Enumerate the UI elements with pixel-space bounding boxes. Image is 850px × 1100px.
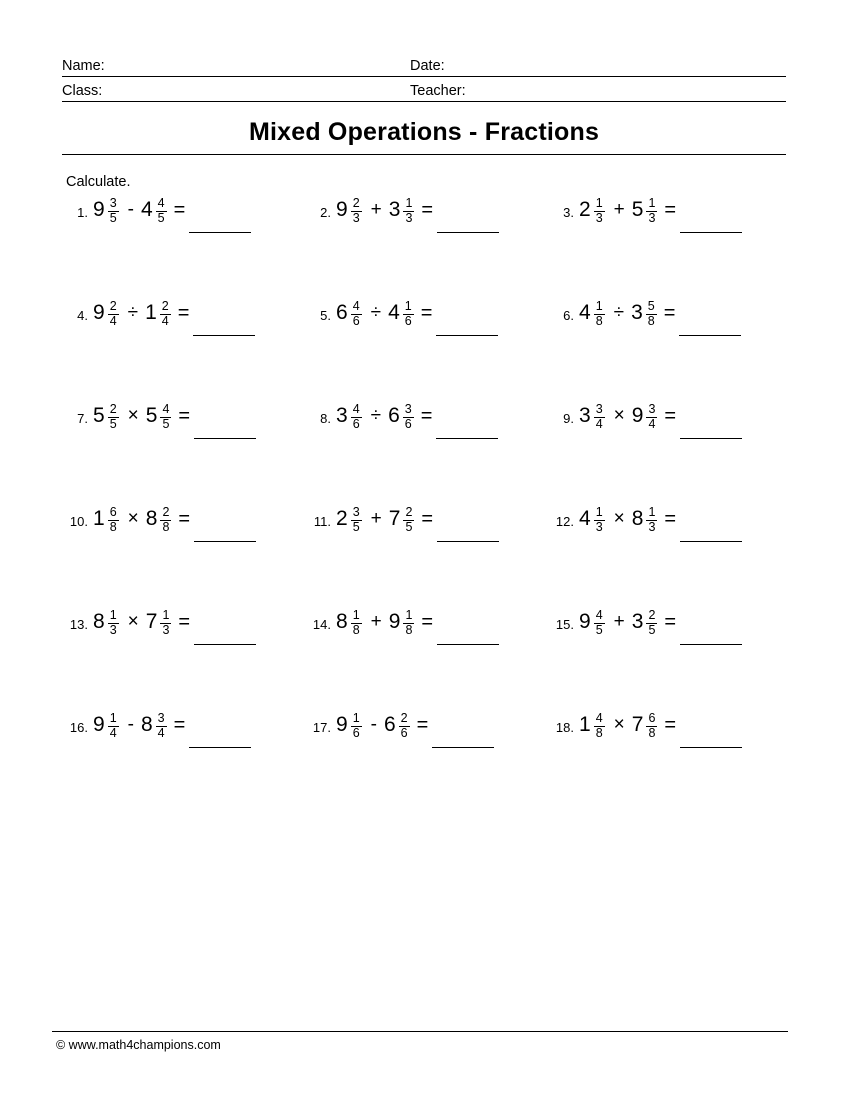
denominator: 6 [352, 416, 360, 431]
problem-number: 3. [563, 205, 574, 220]
whole-number: 4 [579, 507, 591, 530]
problem-expression [336, 505, 499, 533]
numerator: 1 [648, 196, 656, 210]
whole-number: 9 [93, 198, 105, 221]
whole-number: 9 [579, 610, 591, 633]
whole-number: 1 [145, 301, 157, 324]
equals-sign: = [421, 610, 434, 633]
whole-number: 5 [145, 404, 158, 427]
problem-number: 16. [69, 720, 88, 735]
fraction [108, 403, 119, 431]
problem-item [62, 299, 305, 402]
whole-number: 9 [388, 610, 401, 633]
problem-number: 7. [77, 411, 88, 426]
equals-sign: = [664, 713, 677, 736]
whole-number: 9 [336, 713, 348, 736]
denominator: 8 [647, 313, 655, 328]
whole-number: 7 [388, 507, 401, 530]
numerator: 2 [400, 711, 408, 725]
problem-number: 6. [563, 308, 574, 323]
problem-number: 14. [312, 617, 331, 632]
problem-row [62, 299, 792, 402]
problem-item [305, 608, 548, 711]
problem-expression [579, 196, 742, 224]
problem-item [62, 196, 305, 299]
fraction [646, 300, 657, 328]
problem-item [548, 608, 791, 711]
operator: + [370, 199, 382, 220]
student-info-block [62, 52, 786, 102]
answer-blank[interactable] [680, 721, 742, 748]
title-section [62, 102, 786, 155]
whole-number: 1 [93, 507, 105, 530]
problem-expression [93, 711, 251, 739]
numerator: 3 [648, 402, 656, 416]
fraction [646, 609, 657, 637]
denominator: 4 [109, 313, 117, 328]
whole-number: 8 [145, 507, 158, 530]
denominator: 8 [109, 519, 117, 534]
problem-number: 12. [555, 514, 574, 529]
problem-expression [93, 299, 255, 327]
operator: × [613, 405, 625, 426]
numerator: 1 [404, 299, 412, 313]
whole-number: 3 [579, 404, 591, 427]
numerator: 2 [405, 505, 413, 519]
answer-blank[interactable] [194, 618, 256, 645]
numerator: 1 [352, 711, 360, 725]
problem-expression [336, 196, 499, 224]
fraction [403, 197, 414, 225]
fraction [646, 197, 657, 225]
operator: - [127, 199, 134, 220]
equals-sign: = [663, 301, 676, 324]
denominator: 4 [595, 416, 603, 431]
fraction [351, 609, 362, 637]
problem-number: 8. [320, 411, 331, 426]
whole-number: 6 [336, 301, 348, 324]
numerator: 6 [648, 711, 656, 725]
whole-number: 6 [383, 713, 396, 736]
fraction [594, 506, 605, 534]
whole-number: 8 [93, 610, 105, 633]
operator: + [370, 508, 382, 529]
class-teacher-row [62, 77, 786, 102]
problem-expression [93, 608, 256, 636]
equals-sign: = [420, 301, 433, 324]
equals-sign: = [173, 198, 186, 221]
denominator: 5 [595, 622, 603, 637]
operator: + [613, 199, 625, 220]
whole-number: 2 [336, 507, 348, 530]
denominator: 3 [595, 210, 603, 225]
page-title: Mixed Operations - Fractions [248, 118, 600, 146]
numerator: 4 [352, 402, 360, 416]
denominator: 4 [157, 725, 165, 740]
numerator: 2 [648, 608, 656, 622]
fraction [351, 506, 362, 534]
problem-item [62, 711, 305, 814]
numerator: 1 [109, 608, 117, 622]
denominator: 6 [404, 416, 412, 431]
numerator: 1 [352, 608, 360, 622]
answer-blank[interactable] [437, 206, 499, 233]
answer-blank[interactable] [193, 309, 255, 336]
problems-grid [62, 196, 792, 814]
problem-expression [579, 402, 742, 430]
equals-sign: = [664, 198, 677, 221]
teacher-label: Teacher: [410, 83, 466, 99]
denominator: 3 [648, 519, 656, 534]
fraction [108, 506, 119, 534]
operator: × [127, 508, 139, 529]
problem-item [62, 608, 305, 711]
denominator: 5 [109, 210, 117, 225]
problem-item [305, 711, 548, 814]
numerator: 1 [648, 505, 656, 519]
numerator: 4 [162, 402, 170, 416]
answer-blank[interactable] [680, 515, 742, 542]
whole-number: 3 [631, 301, 643, 324]
operator: + [613, 611, 625, 632]
denominator: 3 [595, 519, 603, 534]
answer-blank[interactable] [437, 515, 499, 542]
problem-number: 4. [77, 308, 88, 323]
answer-blank[interactable] [679, 309, 741, 336]
fraction [351, 403, 362, 431]
whole-number: 9 [336, 198, 348, 221]
problem-number: 15. [555, 617, 574, 632]
problem-item [548, 196, 791, 299]
problem-item [305, 505, 548, 608]
equals-sign: = [421, 198, 434, 221]
whole-number: 9 [93, 713, 105, 736]
problem-expression [579, 299, 741, 327]
problem-number: 2. [320, 205, 331, 220]
equals-sign: = [177, 301, 190, 324]
whole-number: 3 [388, 198, 401, 221]
equals-sign: = [178, 507, 191, 530]
class-label: Class: [62, 83, 103, 99]
answer-blank[interactable] [189, 206, 251, 233]
problem-expression [336, 608, 499, 636]
equals-sign: = [178, 610, 191, 633]
denominator: 5 [157, 210, 165, 225]
operator: ÷ [370, 302, 382, 323]
answer-blank[interactable] [680, 206, 742, 233]
whole-number: 5 [631, 198, 644, 221]
whole-number: 4 [579, 301, 591, 324]
fraction [351, 300, 362, 328]
fraction [160, 403, 171, 431]
fraction [351, 197, 362, 225]
fraction [156, 197, 167, 225]
answer-blank[interactable] [437, 618, 499, 645]
denominator: 5 [109, 416, 117, 431]
denominator: 5 [648, 622, 656, 637]
whole-number: 9 [631, 404, 644, 427]
fraction [594, 300, 605, 328]
problem-expression [336, 711, 494, 739]
denominator: 3 [162, 622, 170, 637]
whole-number: 6 [388, 404, 400, 427]
fraction [594, 609, 605, 637]
operator: - [370, 714, 377, 735]
answer-blank[interactable] [680, 618, 742, 645]
operator: ÷ [613, 302, 625, 323]
problem-expression [336, 402, 498, 430]
problem-item [305, 196, 548, 299]
problem-number: 18. [555, 720, 574, 735]
operator: ÷ [370, 405, 382, 426]
operator: × [127, 405, 139, 426]
denominator: 3 [352, 210, 360, 225]
problem-expression [579, 711, 742, 739]
answer-blank[interactable] [194, 412, 256, 439]
equals-sign: = [664, 610, 677, 633]
numerator: 1 [595, 299, 603, 313]
fraction [403, 300, 414, 328]
problem-number: 13. [69, 617, 88, 632]
fraction [108, 609, 119, 637]
whole-number: 8 [336, 610, 348, 633]
denominator: 4 [109, 725, 117, 740]
numerator: 1 [109, 711, 117, 725]
equals-sign: = [178, 404, 191, 427]
operator: - [127, 714, 134, 735]
problem-item [548, 299, 791, 402]
fraction [160, 609, 171, 637]
problem-item [62, 402, 305, 505]
numerator: 2 [162, 505, 170, 519]
equals-sign: = [420, 404, 433, 427]
fraction [594, 403, 605, 431]
denominator: 6 [352, 725, 360, 740]
name-label: Name: [62, 58, 105, 74]
problem-expression [93, 196, 251, 224]
numerator: 3 [352, 505, 360, 519]
fraction [351, 712, 362, 740]
numerator: 1 [595, 505, 603, 519]
whole-number: 2 [579, 198, 591, 221]
name-date-row [62, 52, 786, 77]
problem-number: 11. [313, 514, 331, 529]
problem-row [62, 608, 792, 711]
problem-row [62, 711, 792, 814]
operator: ÷ [127, 302, 139, 323]
copyright-text: © www.math4champions.com [56, 1038, 221, 1052]
fraction [160, 300, 171, 328]
problem-item [548, 402, 791, 505]
problem-expression [93, 505, 256, 533]
problem-row [62, 196, 792, 299]
problem-number: 10. [69, 514, 88, 529]
denominator: 3 [648, 210, 656, 225]
numerator: 5 [647, 299, 655, 313]
numerator: 2 [109, 299, 117, 313]
instruction-text: Calculate. [66, 174, 131, 190]
fraction [108, 300, 119, 328]
denominator: 8 [648, 725, 656, 740]
denominator: 8 [595, 725, 603, 740]
denominator: 8 [162, 519, 170, 534]
fraction [594, 712, 605, 740]
problem-number: 1. [77, 205, 88, 220]
whole-number: 4 [388, 301, 400, 324]
equals-sign: = [664, 507, 677, 530]
denominator: 6 [352, 313, 360, 328]
denominator: 4 [161, 313, 169, 328]
numerator: 3 [109, 196, 117, 210]
denominator: 6 [400, 725, 408, 740]
numerator: 3 [404, 402, 412, 416]
problem-row [62, 505, 792, 608]
numerator: 6 [109, 505, 117, 519]
equals-sign: = [421, 507, 434, 530]
fraction [108, 712, 119, 740]
fraction [108, 197, 119, 225]
numerator: 1 [162, 608, 170, 622]
answer-blank[interactable] [432, 721, 494, 748]
numerator: 4 [157, 196, 165, 210]
numerator: 2 [109, 402, 117, 416]
problem-expression [93, 402, 256, 430]
problem-number: 9. [563, 411, 574, 426]
denominator: 8 [352, 622, 360, 637]
problem-item [305, 402, 548, 505]
problem-expression [579, 505, 742, 533]
numerator: 3 [157, 711, 165, 725]
denominator: 5 [352, 519, 360, 534]
fraction [646, 403, 657, 431]
whole-number: 9 [93, 301, 105, 324]
operator: × [613, 508, 625, 529]
denominator: 5 [405, 519, 413, 534]
numerator: 1 [405, 196, 413, 210]
problem-item [548, 711, 791, 814]
answer-blank[interactable] [436, 412, 498, 439]
numerator: 4 [352, 299, 360, 313]
problem-item [548, 505, 791, 608]
numerator: 1 [405, 608, 413, 622]
denominator: 3 [109, 622, 117, 637]
denominator: 8 [405, 622, 413, 637]
whole-number: 8 [631, 507, 644, 530]
problem-number: 17. [312, 720, 331, 735]
answer-blank[interactable] [189, 721, 251, 748]
fraction [646, 506, 657, 534]
denominator: 8 [595, 313, 603, 328]
equals-sign: = [173, 713, 186, 736]
equals-sign: = [664, 404, 677, 427]
operator: + [370, 611, 382, 632]
numerator: 1 [595, 196, 603, 210]
problem-expression [336, 299, 498, 327]
operator: × [613, 714, 625, 735]
fraction [594, 197, 605, 225]
fraction [403, 609, 414, 637]
answer-blank[interactable] [680, 412, 742, 439]
problem-row [62, 402, 792, 505]
fraction [160, 506, 171, 534]
problem-number: 5. [320, 308, 331, 323]
numerator: 2 [161, 299, 169, 313]
whole-number: 7 [631, 713, 644, 736]
denominator: 3 [405, 210, 413, 225]
fraction [403, 506, 414, 534]
date-label: Date: [410, 58, 445, 74]
whole-number: 8 [140, 713, 153, 736]
whole-number: 5 [93, 404, 105, 427]
denominator: 4 [648, 416, 656, 431]
answer-blank[interactable] [436, 309, 498, 336]
numerator: 4 [595, 608, 603, 622]
equals-sign: = [416, 713, 429, 736]
denominator: 5 [162, 416, 170, 431]
numerator: 4 [595, 711, 603, 725]
problem-item [305, 299, 548, 402]
whole-number: 1 [579, 713, 591, 736]
fraction [403, 403, 414, 431]
problem-expression [579, 608, 742, 636]
problem-item [62, 505, 305, 608]
whole-number: 3 [336, 404, 348, 427]
whole-number: 4 [140, 198, 153, 221]
numerator: 3 [595, 402, 603, 416]
operator: × [127, 611, 139, 632]
page-footer [52, 1031, 788, 1052]
fraction [399, 712, 410, 740]
whole-number: 7 [145, 610, 158, 633]
numerator: 2 [352, 196, 360, 210]
answer-blank[interactable] [194, 515, 256, 542]
fraction [646, 712, 657, 740]
denominator: 6 [404, 313, 412, 328]
whole-number: 3 [631, 610, 644, 633]
fraction [156, 712, 167, 740]
